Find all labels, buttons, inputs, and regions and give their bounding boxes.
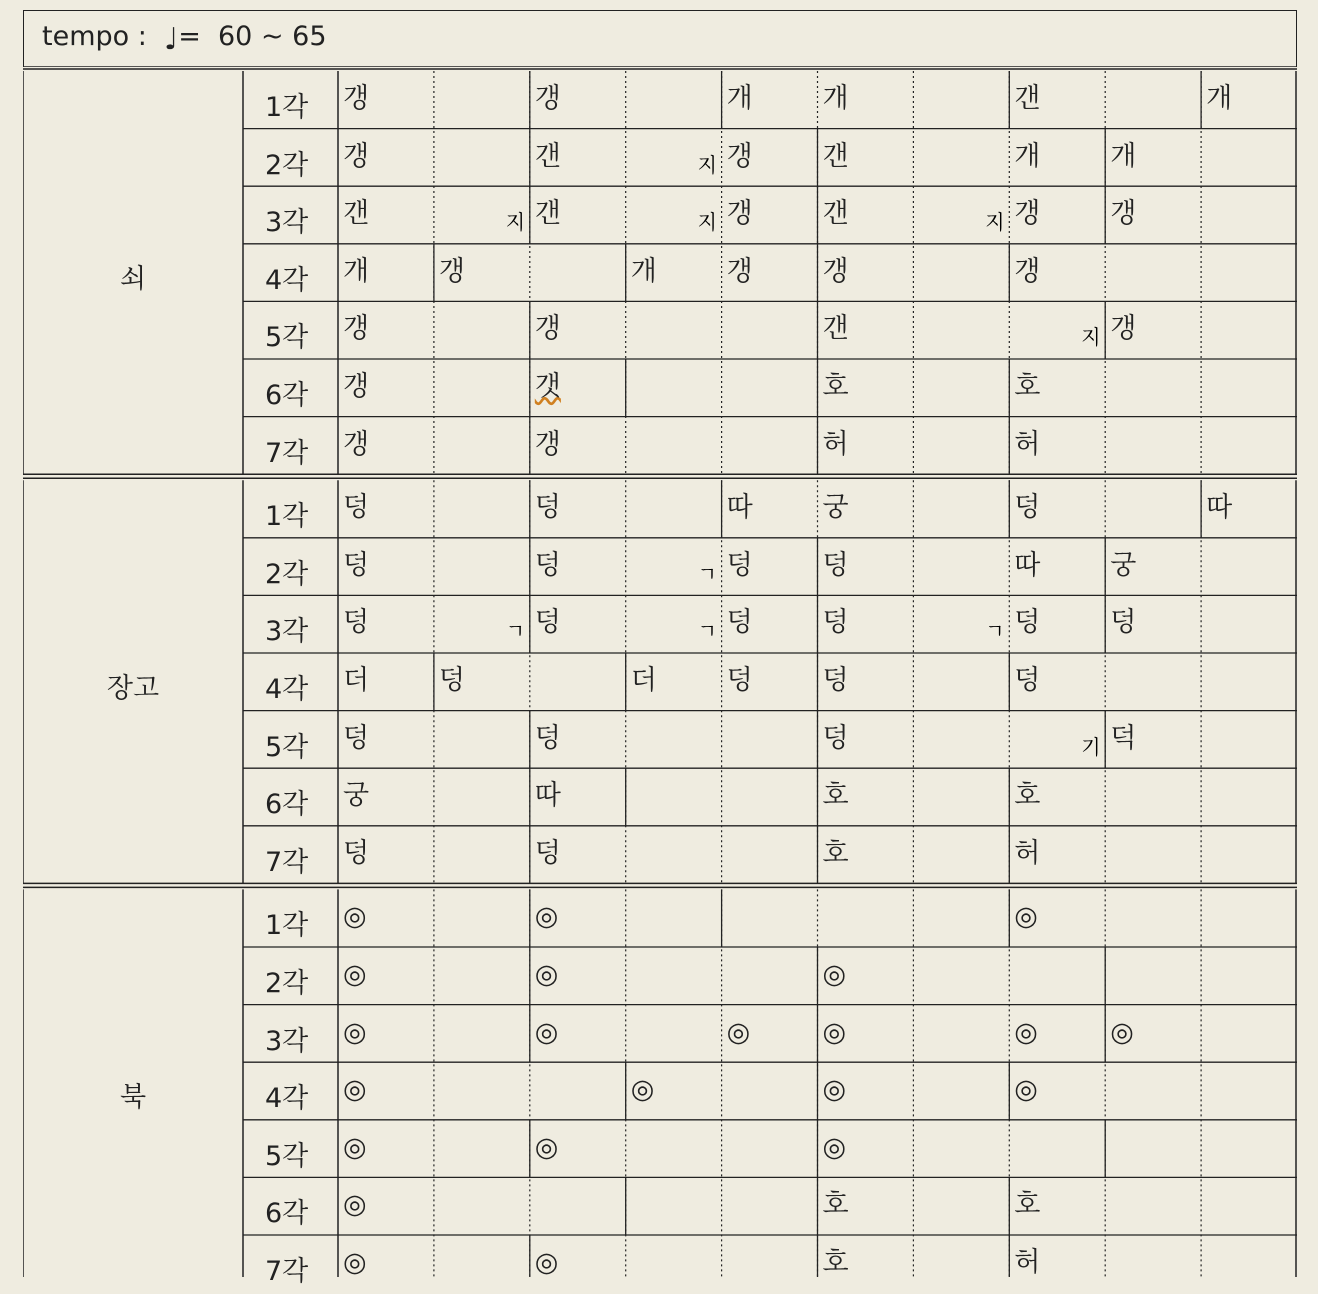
syllable-cell: 갠 xyxy=(343,198,370,230)
row-label: 6각 xyxy=(265,789,309,821)
syllable-cell: 개 xyxy=(822,83,849,114)
quarter-note-icon: ♩ xyxy=(164,22,179,57)
syllable-cell: 갱 xyxy=(534,83,561,114)
syllable-cell: 덩 xyxy=(822,722,849,754)
row-label: 1각 xyxy=(265,92,309,123)
drum-stroke-symbol: ◎ xyxy=(343,1189,367,1221)
drum-stroke-symbol: ◎ xyxy=(534,1247,559,1278)
row-label: 4각 xyxy=(265,674,309,705)
grace-note: 기 xyxy=(1081,734,1101,759)
syllable-cell: 갠 xyxy=(534,140,561,172)
row-label: 5각 xyxy=(265,1140,309,1172)
row-label: 3각 xyxy=(265,616,309,648)
row-label: 5각 xyxy=(265,731,309,763)
syllable-cell: 덩 xyxy=(1014,607,1041,639)
syllable-cell: 허 xyxy=(1014,428,1041,460)
syllable-cell: 덩 xyxy=(534,492,561,524)
tempo-value: 60 ~ 65 xyxy=(218,21,327,52)
drum-stroke-symbol: ◎ xyxy=(1014,901,1038,933)
drum-stroke-symbol: ◎ xyxy=(343,1131,367,1163)
syllable-cell: 개 xyxy=(1206,83,1233,114)
syllable-cell: 갠 xyxy=(534,198,561,230)
grace-note: ㄱ xyxy=(985,619,1005,644)
syllable-cell: 덩 xyxy=(822,607,849,639)
row-label: 5각 xyxy=(265,322,309,354)
syllable-cell: 갱 xyxy=(534,428,561,460)
syllable-cell: 호 xyxy=(822,780,849,812)
syllable-cell: 더 xyxy=(630,665,657,696)
drum-stroke-symbol: ◎ xyxy=(343,901,367,933)
tempo-equals: = xyxy=(178,21,201,52)
syllable-cell: 호 xyxy=(1014,1189,1041,1221)
row-label: 3각 xyxy=(265,1025,309,1057)
drum-stroke-symbol: ◎ xyxy=(822,1016,847,1048)
syllable-cell: 갱 xyxy=(534,313,561,345)
drum-stroke-symbol: ◎ xyxy=(343,1016,367,1048)
syllable-cell: 따 xyxy=(1014,549,1041,581)
drum-stroke-symbol: ◎ xyxy=(1110,1016,1134,1048)
syllable-cell: 개 xyxy=(343,255,370,287)
grace-note: 지 xyxy=(697,152,717,177)
syllable-cell: 따 xyxy=(1206,492,1233,524)
syllable-cell: 덩 xyxy=(534,722,561,754)
drum-stroke-symbol: ◎ xyxy=(534,1016,559,1048)
syllable-cell: 개 xyxy=(1110,140,1137,172)
syllable-cell: 갠 xyxy=(822,140,849,172)
row-label: 4각 xyxy=(265,1083,309,1115)
syllable-cell: 갠 xyxy=(1014,83,1041,114)
syllable-cell: 허 xyxy=(822,428,849,460)
rhythm-notation-sheet xyxy=(23,10,1297,1287)
syllable-cell: 덩 xyxy=(726,607,753,639)
drum-stroke-symbol: ◎ xyxy=(534,959,559,990)
syllable-cell: 덩 xyxy=(822,665,849,696)
syllable-cell: 갱 xyxy=(343,428,370,460)
syllable-cell: 덩 xyxy=(343,722,370,754)
notation-grid xyxy=(23,66,1297,1287)
drum-stroke-symbol: ◎ xyxy=(534,1131,559,1163)
syllable-cell: 갱 xyxy=(438,255,465,287)
syllable-cell: 덩 xyxy=(1110,607,1137,639)
syllable-cell: 허 xyxy=(1014,1247,1041,1278)
syllable-cell: 갱 xyxy=(343,371,370,402)
syllable-cell: 궁 xyxy=(343,780,370,812)
syllable-cell: 개 xyxy=(630,255,657,287)
syllable-cell: 갯 xyxy=(534,371,561,402)
syllable-cell: 호 xyxy=(1014,780,1041,812)
syllable-cell: 갱 xyxy=(822,255,849,287)
syllable-cell: 갱 xyxy=(1014,198,1041,230)
syllable-cell: 덩 xyxy=(343,492,370,524)
syllable-cell: 덩 xyxy=(1014,665,1041,696)
drum-stroke-symbol: ◎ xyxy=(534,901,559,933)
grace-note: 지 xyxy=(697,210,717,235)
grace-note: ㄱ xyxy=(697,561,717,586)
syllable-cell: 덩 xyxy=(1014,492,1041,524)
grace-note: ㄱ xyxy=(697,619,717,644)
grace-note: 지 xyxy=(1081,325,1101,350)
section-label: 쇠 xyxy=(119,263,147,295)
drum-stroke-symbol: ◎ xyxy=(1014,1016,1038,1048)
syllable-cell: 갱 xyxy=(343,313,370,345)
syllable-cell: 더 xyxy=(343,665,370,696)
section-label: 장고 xyxy=(106,672,160,704)
syllable-cell: 호 xyxy=(822,371,849,402)
row-label: 2각 xyxy=(265,558,309,590)
syllable-cell: 덩 xyxy=(534,837,561,869)
syllable-cell: 갱 xyxy=(343,83,370,114)
syllable-cell: 덩 xyxy=(343,549,370,581)
syllable-cell: 갱 xyxy=(726,198,753,230)
syllable-cell: 갱 xyxy=(1110,198,1137,230)
row-label: 7각 xyxy=(265,846,309,878)
syllable-cell: 덩 xyxy=(343,837,370,869)
row-label: 6각 xyxy=(265,380,309,411)
tempo-marking xyxy=(42,21,327,55)
syllable-cell: 덩 xyxy=(822,549,849,581)
syllable-cell: 덕 xyxy=(1110,722,1137,754)
grace-note: ㄱ xyxy=(505,619,526,644)
syllable-cell: 덩 xyxy=(726,549,753,581)
row-label: 2각 xyxy=(265,968,309,999)
syllable-cell: 호 xyxy=(1014,371,1041,402)
tempo-label: tempo xyxy=(42,21,130,52)
drum-stroke-symbol: ◎ xyxy=(343,1247,367,1278)
syllable-cell: 갱 xyxy=(726,140,753,172)
grace-note: 지 xyxy=(505,210,526,235)
row-label: 4각 xyxy=(265,264,309,296)
row-label: 6각 xyxy=(265,1198,309,1230)
syllable-cell: 덩 xyxy=(726,665,753,696)
syllable-cell: 개 xyxy=(1014,140,1041,172)
drum-stroke-symbol: ◎ xyxy=(1014,1074,1038,1106)
syllable-cell: 덩 xyxy=(534,549,561,581)
syllable-cell: 따 xyxy=(534,780,561,812)
drum-stroke-symbol: ◎ xyxy=(726,1016,751,1048)
drum-stroke-symbol: ◎ xyxy=(343,959,367,990)
syllable-cell: 호 xyxy=(822,1247,849,1278)
section-label: 북 xyxy=(119,1082,147,1113)
row-label: 1각 xyxy=(265,910,309,942)
drum-stroke-symbol: ◎ xyxy=(822,1074,847,1106)
drum-stroke-symbol: ◎ xyxy=(822,1131,847,1163)
syllable-cell: 궁 xyxy=(822,492,849,524)
syllable-cell: 갱 xyxy=(1110,313,1137,345)
drum-stroke-symbol: ◎ xyxy=(630,1074,655,1106)
row-label: 3각 xyxy=(265,207,309,239)
syllable-cell: 덩 xyxy=(343,607,370,639)
row-label: 7각 xyxy=(265,1256,309,1287)
syllable-cell: 궁 xyxy=(1110,549,1137,581)
syllable-cell: 따 xyxy=(726,492,753,524)
syllable-cell: 갠 xyxy=(822,313,849,345)
drum-stroke-symbol: ◎ xyxy=(822,959,847,990)
syllable-cell: 호 xyxy=(822,1189,849,1221)
drum-stroke-symbol: ◎ xyxy=(343,1074,367,1106)
syllable-cell: 덩 xyxy=(438,665,465,696)
syllable-cell: 갱 xyxy=(1014,255,1041,287)
tempo-separator: : xyxy=(137,21,147,52)
row-label: 1각 xyxy=(265,501,309,533)
syllable-cell: 갱 xyxy=(343,140,370,172)
syllable-cell: 호 xyxy=(822,837,849,869)
grace-note: 지 xyxy=(985,210,1005,235)
row-label: 7각 xyxy=(265,437,309,469)
syllable-cell: 갱 xyxy=(726,255,753,287)
syllable-cell: 개 xyxy=(726,83,753,114)
syllable-cell: 덩 xyxy=(534,607,561,639)
tempo-row xyxy=(23,10,1297,67)
row-label: 2각 xyxy=(265,149,309,181)
syllable-cell: 갠 xyxy=(822,198,849,230)
syllable-cell: 허 xyxy=(1014,837,1041,869)
